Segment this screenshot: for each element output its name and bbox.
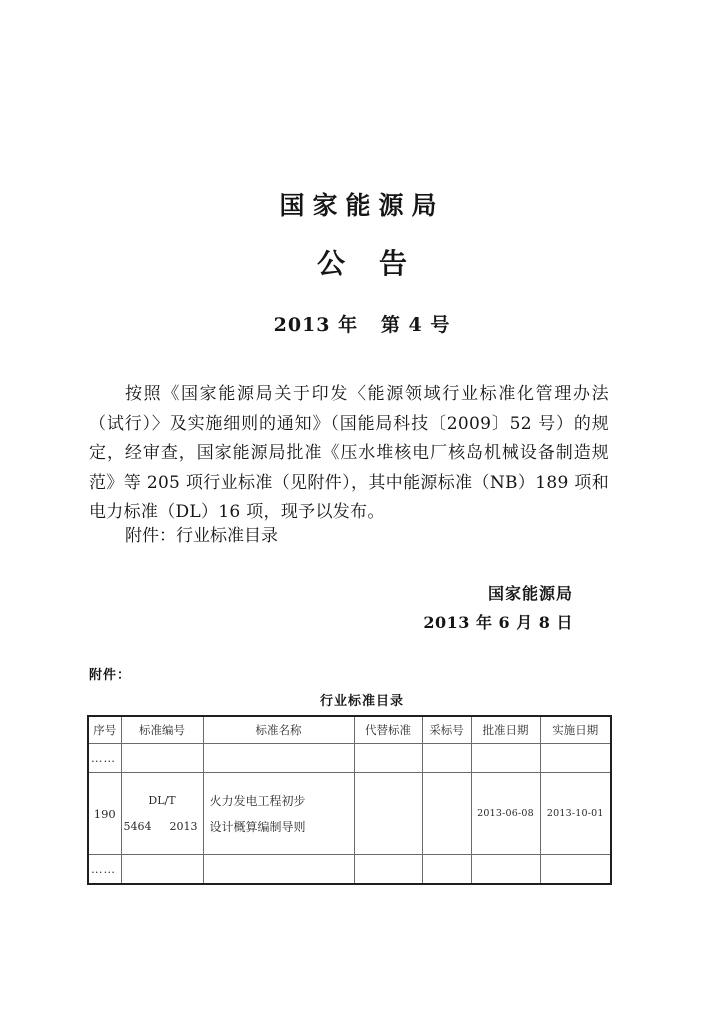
- header-seq: 序号: [88, 716, 121, 744]
- table-title: 行业标准目录: [319, 694, 404, 709]
- header-replaced-standard: 代替标准: [354, 716, 422, 744]
- standard-number-year: 2013: [169, 819, 198, 833]
- standard-number-prefix: DL/T: [148, 793, 176, 807]
- standard-name-cell: [203, 773, 354, 855]
- announcement-number: 2013 年 第 4 号: [273, 314, 451, 336]
- standard-name-line2: 设计概算编制导则: [209, 819, 306, 834]
- table-header-row: [88, 716, 611, 744]
- seq-cell: 190: [88, 773, 121, 855]
- ellipsis-cell: ……: [88, 855, 121, 885]
- header-adopted-number: 采标号: [422, 716, 471, 744]
- standard-number-suffix: [124, 814, 201, 840]
- replaced-standard-cell: [354, 773, 422, 855]
- attachment-note: 附件：行业标准目录: [125, 526, 278, 546]
- signature-date: 2013 年 6 月 8 日: [423, 613, 573, 632]
- attachment-label: 附件：: [89, 668, 132, 683]
- standard-number-code: 5464: [123, 819, 152, 833]
- standards-catalog-table: [87, 715, 612, 885]
- announcement-organization: 国家能源局: [279, 191, 445, 220]
- header-effective-date: 实施日期: [540, 716, 611, 744]
- table-row: [88, 773, 611, 855]
- standard-number-cell: [121, 773, 203, 855]
- announcement-type: 公告: [316, 247, 441, 280]
- header-standard-number: 标准编号: [121, 716, 203, 744]
- header-standard-name: 标准名称: [203, 716, 354, 744]
- header-approval-date: 批准日期: [471, 716, 540, 744]
- adopted-number-cell: [422, 773, 471, 855]
- ellipsis-cell: ……: [88, 744, 121, 773]
- announcement-body: 按照《国家能源局关于印发〈能源领域行业标准化管理办法（试行）〉及实施细则的通知》（国能局科技〔2009〕52 号）的规定，经审查，国家能源局批准《压水堆核电厂核岛机械设备制造规范》等 205 项行业标准（见附件），其中能源标准（NB）189 项和电力标准（DL）16 项，现予以发布。: [89, 384, 609, 522]
- effective-date-cell: 2013-10-01: [540, 773, 611, 855]
- signature-organization: 国家能源局: [487, 584, 573, 603]
- table-row: [88, 855, 611, 885]
- standard-name-line1: 火力发电工程初步: [209, 793, 306, 808]
- table-row: [88, 744, 611, 773]
- approval-date-cell: 2013-06-08: [471, 773, 540, 855]
